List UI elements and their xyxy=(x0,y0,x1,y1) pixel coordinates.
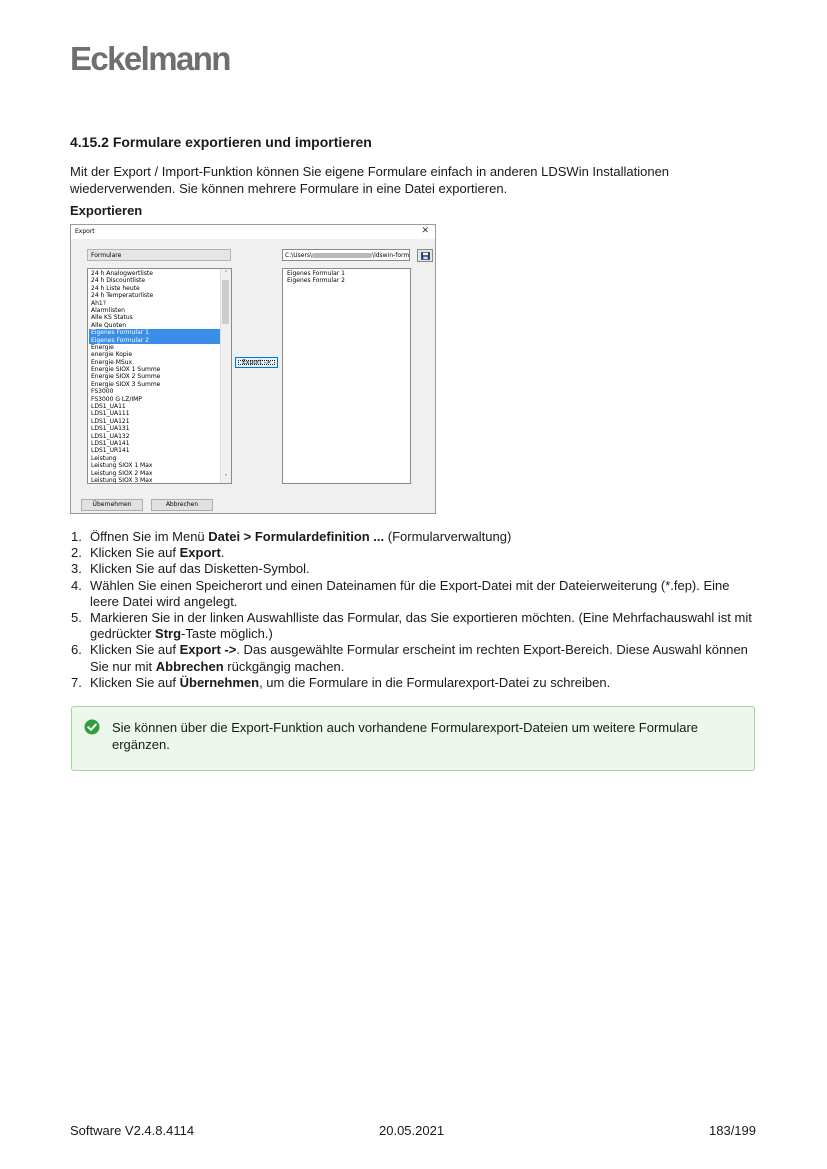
list-item[interactable]: Leistung SIOX 3 Max xyxy=(91,476,153,484)
step-emphasis: Übernehmen xyxy=(179,674,260,690)
list-item[interactable]: 24 h Discountliste xyxy=(91,277,146,285)
section-title: 4.15.2 Formulare exportieren und importieren xyxy=(70,134,372,150)
step-item xyxy=(70,610,760,642)
list-item[interactable]: Energie xyxy=(91,343,114,351)
apply-button[interactable]: Übernehmen xyxy=(81,499,143,511)
step-text: Klicken Sie auf xyxy=(90,642,180,658)
step-text: Öffnen Sie im Menü xyxy=(90,529,209,544)
step-emphasis: Datei > Formulardefinition ... xyxy=(208,529,385,544)
list-item[interactable]: 24 h Liste heute xyxy=(91,284,140,292)
list-item[interactable]: Eigenes Formular 1 xyxy=(89,329,221,336)
list-item[interactable]: FS3000 G LZ/IMP xyxy=(91,395,142,403)
redacted-username xyxy=(312,253,372,258)
list-item[interactable]: Ah1? xyxy=(91,299,106,307)
step-item xyxy=(70,529,760,545)
list-item[interactable]: LDS1_UA132 xyxy=(91,432,130,440)
list-item[interactable]: Eigenes Formular 2 xyxy=(89,337,221,344)
cancel-button[interactable]: Abbrechen xyxy=(151,499,213,511)
step-text: (Formularverwaltung) xyxy=(384,529,512,544)
step-item xyxy=(70,545,760,561)
step-item xyxy=(70,561,760,577)
scroll-up-icon[interactable]: ˄ xyxy=(224,270,228,277)
tip-box xyxy=(71,706,755,771)
step-text: -Taste möglich.) xyxy=(181,626,273,642)
intro-paragraph: Mit der Export / Import-Funktion können Sie eigene Formulare einfach in anderen LDSWin Installationen wiederverwenden. Sie können mehrere Formulare in eine Datei exportieren. xyxy=(70,164,670,196)
list-item[interactable]: Alle KS Status xyxy=(91,314,133,322)
step-text: . xyxy=(220,545,225,561)
scroll-thumb[interactable] xyxy=(222,280,229,324)
footer-date: 20.05.2021 xyxy=(379,1123,445,1138)
export-path-field[interactable] xyxy=(282,249,410,261)
forms-label: Formulare xyxy=(87,249,231,261)
list-item[interactable]: energie Kopie xyxy=(91,351,133,359)
path-suffix: \ldswin-form xyxy=(372,252,410,259)
available-forms-items xyxy=(89,270,221,484)
step-item xyxy=(70,675,760,691)
step-text: Klicken Sie auf das Disketten-Symbol. xyxy=(90,561,310,577)
list-item[interactable]: 24 h Analogwertliste xyxy=(91,270,153,277)
step-emphasis: Strg xyxy=(155,626,182,642)
step-number: 2. xyxy=(71,545,82,561)
list-item[interactable]: Alarmlisten xyxy=(91,306,125,314)
step-text: Wählen Sie einen Speicherort und einen Dateinamen für die Export-Datei mit der Dateierweiterung (*.fep). Eine leere Datei wird angelegt. xyxy=(90,577,730,609)
export-list-item[interactable]: Eigenes Formular 1 xyxy=(287,270,345,277)
step-emphasis: Export -> xyxy=(179,642,237,658)
step-text: Klicken Sie auf xyxy=(90,674,180,690)
close-icon[interactable]: ✕ xyxy=(421,226,429,236)
step-text: rückgängig machen. xyxy=(223,658,345,674)
list-item[interactable]: LDS1_UA11 xyxy=(91,403,126,411)
step-item xyxy=(70,578,760,610)
list-item[interactable]: LDS1_UA111 xyxy=(91,410,130,418)
step-text: Klicken Sie auf xyxy=(90,545,180,561)
subheading-export: Exportieren xyxy=(70,203,143,218)
step-number: 1. xyxy=(71,529,82,544)
check-circle-icon xyxy=(84,719,100,735)
export-forms-list[interactable] xyxy=(282,268,411,484)
list-item[interactable]: Leistung SIOX 1 Max xyxy=(91,462,153,470)
eckelmann-logo: Eckelmann xyxy=(70,40,230,77)
step-text: , um die Formulare in die Formularexport-Datei zu schreiben. xyxy=(259,674,611,690)
step-number: 5. xyxy=(71,610,82,626)
tip-text: Sie können über die Export-Funktion auch vorhandene Formularexport-Dateien um weitere Formulare ergänzen. xyxy=(112,720,699,752)
list-item[interactable]: Energie SIOX 1 Summe xyxy=(91,366,161,374)
scroll-down-icon[interactable]: ˅ xyxy=(224,474,228,481)
list-item[interactable]: Energie SIOX 2 Summe xyxy=(91,373,161,381)
list-item[interactable]: LDS1_UA131 xyxy=(91,425,130,433)
list-item[interactable]: LDS1_UA141 xyxy=(91,439,130,447)
list-item[interactable]: Alle Quoten xyxy=(91,321,127,329)
step-number: 4. xyxy=(71,577,82,593)
step-number: 7. xyxy=(71,674,82,690)
footer-version: Software V2.4.8.4114 xyxy=(70,1123,195,1138)
list-item[interactable]: Energie MSux xyxy=(91,358,133,366)
list-item[interactable]: LDS1_UR141 xyxy=(91,447,130,455)
list-item[interactable]: Leistung xyxy=(91,454,117,462)
step-number: 3. xyxy=(71,561,82,577)
step-number: 6. xyxy=(71,642,82,658)
dialog-titlebar xyxy=(71,225,435,239)
floppy-disk-icon xyxy=(421,252,430,260)
step-emphasis: Export xyxy=(179,545,221,561)
step-text: Markieren Sie in der linken Auswahlliste das Formular, das Sie exportieren möchten. (Eine Mehrfachauswahl ist mit gedrückter xyxy=(90,610,752,642)
save-file-button[interactable] xyxy=(417,249,433,262)
export-button[interactable]: Export -> xyxy=(235,357,278,368)
step-emphasis: Abbrechen xyxy=(155,658,224,674)
instruction-steps xyxy=(70,529,760,691)
list-item[interactable]: LDS1_UA121 xyxy=(91,417,130,425)
export-dialog-screenshot xyxy=(70,224,436,514)
list-scrollbar[interactable] xyxy=(220,269,231,483)
step-item xyxy=(70,642,760,674)
list-item[interactable]: FS3000 xyxy=(91,388,114,396)
step-text: . Das ausgewählte Formular erscheint im rechten Export-Bereich. Diese Auswahl können Sie nur mit xyxy=(90,642,748,674)
export-list-item[interactable]: Eigenes Formular 2 xyxy=(287,277,345,285)
list-item[interactable]: Leistung SIOX 2 Max xyxy=(91,469,153,477)
footer-page-number: 183/199 xyxy=(709,1123,756,1138)
path-prefix: C:\Users\ xyxy=(285,252,313,259)
list-item[interactable]: Energie SIOX 3 Summe xyxy=(91,380,161,388)
list-item[interactable]: 24 h Temperaturliste xyxy=(91,292,154,300)
available-forms-list[interactable] xyxy=(87,268,232,484)
dialog-title: Export xyxy=(75,228,95,235)
